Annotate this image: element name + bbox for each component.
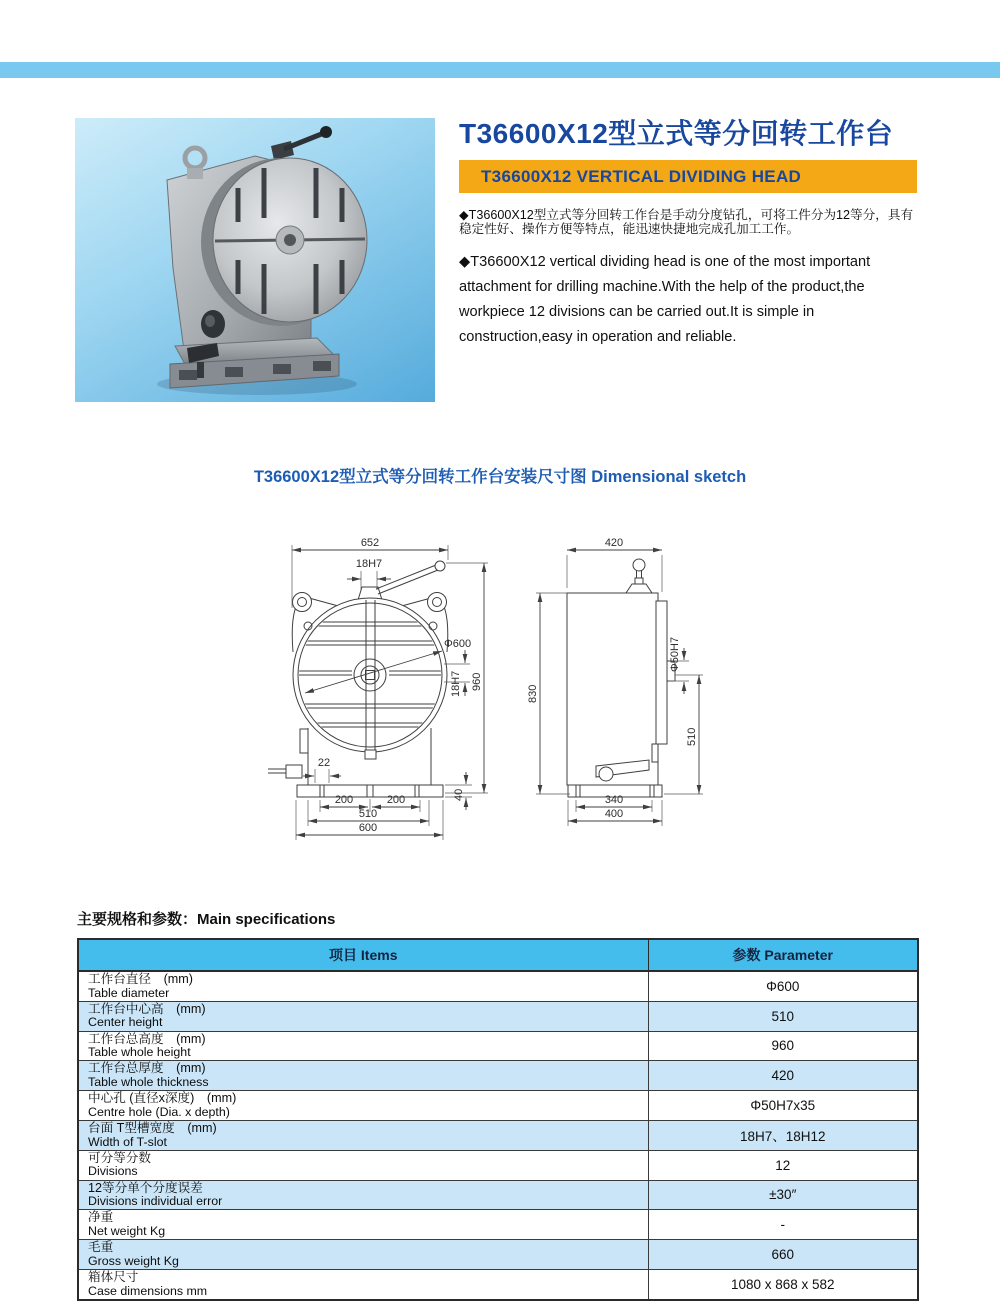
item-en: Centre hole (Dia. x depth) (88, 1104, 230, 1119)
item-value: 960 (648, 1031, 918, 1061)
item-cn: 净重 (88, 1210, 114, 1225)
item-value: 510 (648, 1001, 918, 1031)
dim-base-width: 600 (358, 822, 378, 834)
table-row (78, 971, 918, 1001)
machine-illustration (75, 118, 435, 402)
item-cn: 箱体尺寸 (88, 1269, 139, 1284)
table-row (78, 1120, 918, 1150)
item-en: Divisions individual error (88, 1194, 223, 1209)
item-en: Width of T-slot (88, 1134, 167, 1149)
item-cn: 可分等分数 (88, 1150, 151, 1165)
table-row (78, 1210, 918, 1240)
table-row (78, 1031, 918, 1061)
item-cn: 工作台总厚度 (mm) (88, 1061, 206, 1076)
description-cn: ◆T36600X12型立式等分回转工作台是手动分度钻孔，可将工件分为12等分，具有稳定性好、操作方便等特点，能迅速快捷地完成孔加工工作。 (459, 208, 914, 236)
table-row (78, 1269, 918, 1299)
product-photo (75, 118, 435, 402)
item-value: - (648, 1210, 918, 1240)
top-accent-bar (0, 62, 1000, 78)
sketch-heading: T36600X12型立式等分回转工作台安装尺寸图 Dimensional sketch (253, 468, 747, 486)
dim-side-width: 420 (604, 537, 624, 549)
dim-side-height: 830 (527, 684, 539, 703)
item-cn: 毛重 (88, 1240, 114, 1255)
table-row (78, 1091, 918, 1121)
item-value: 12 (648, 1150, 918, 1180)
dim-span-inner: 510 (358, 808, 378, 820)
item-cn: 工作台总高度 (mm) (88, 1031, 206, 1046)
item-value: 1080 x 868 x 582 (648, 1269, 918, 1299)
item-cn: 工作台中心高 (mm) (88, 1001, 206, 1016)
table-header-parameter: 参数 Parameter (648, 939, 918, 971)
item-en: Center height (88, 1015, 163, 1030)
dim-overall-height: 960 (471, 672, 483, 691)
dim-base-thickness: 40 (453, 788, 465, 801)
specs-table (77, 938, 919, 1301)
product-intro (459, 116, 917, 350)
dim-span-left: 200 (334, 794, 354, 806)
dim-offset: 22 (317, 757, 331, 769)
item-cn: 12等分单个分度误差 (88, 1180, 203, 1195)
dim-centre-hole: Φ50H7 (669, 636, 681, 672)
item-value: 660 (648, 1240, 918, 1270)
page-title: T36600X12型立式等分回转工作台 (459, 118, 894, 149)
subtitle-banner (459, 160, 917, 193)
dim-center-height: 510 (686, 727, 698, 746)
dim-base-outer: 400 (604, 808, 624, 820)
table-row (78, 1001, 918, 1031)
dim-slot-top: 18H7 (355, 558, 383, 570)
item-value: 420 (648, 1061, 918, 1091)
description-en: ◆T36600X12 vertical dividing head is one of the most important attachment for drilling machine.With the help of the product,the workpiece 12 divisions can be carried out.It is simple in construction,easy in operation and reliable. (459, 254, 871, 346)
item-en: Case dimensions mm (88, 1283, 208, 1298)
dim-span-right: 200 (386, 794, 406, 806)
item-cn: 工作台直径 (mm) (88, 972, 193, 986)
dim-slot-center: 18H7 (450, 670, 462, 697)
item-value: Φ600 (648, 971, 918, 1001)
dim-base-inner: 340 (604, 794, 624, 806)
table-row (78, 1180, 918, 1210)
front-view (268, 561, 448, 797)
table-header-items: 项目 Items (78, 939, 648, 971)
item-en: Table diameter (88, 985, 170, 1000)
item-cn: 中心孔 (直径x深度) (mm) (88, 1091, 237, 1106)
side-view (567, 559, 675, 797)
item-value: 18H7、18H12 (648, 1120, 918, 1150)
item-value: Φ50H7x35 (648, 1091, 918, 1121)
table-row (78, 1150, 918, 1180)
dimensional-sketch (260, 523, 730, 853)
table-row (78, 1061, 918, 1091)
subtitle-banner-text: T36600X12 VERTICAL DIVIDING HEAD (481, 166, 802, 186)
item-cn: 台面 T型槽宽度 (mm) (88, 1120, 217, 1135)
item-en: Net weight Kg (88, 1223, 166, 1238)
item-en: Gross weight Kg (88, 1253, 179, 1268)
table-row (78, 1240, 918, 1270)
item-en: Table whole height (88, 1045, 191, 1060)
dim-front-width: 652 (360, 537, 380, 549)
table-header-row (78, 939, 918, 971)
item-en: Divisions (88, 1164, 138, 1179)
dim-table-dia: Φ600 (444, 638, 472, 650)
item-value: ±30″ (648, 1180, 918, 1210)
item-en: Table whole thickness (88, 1074, 209, 1089)
specs-section-label: 主要规格和参数：Main specifications (77, 911, 336, 928)
